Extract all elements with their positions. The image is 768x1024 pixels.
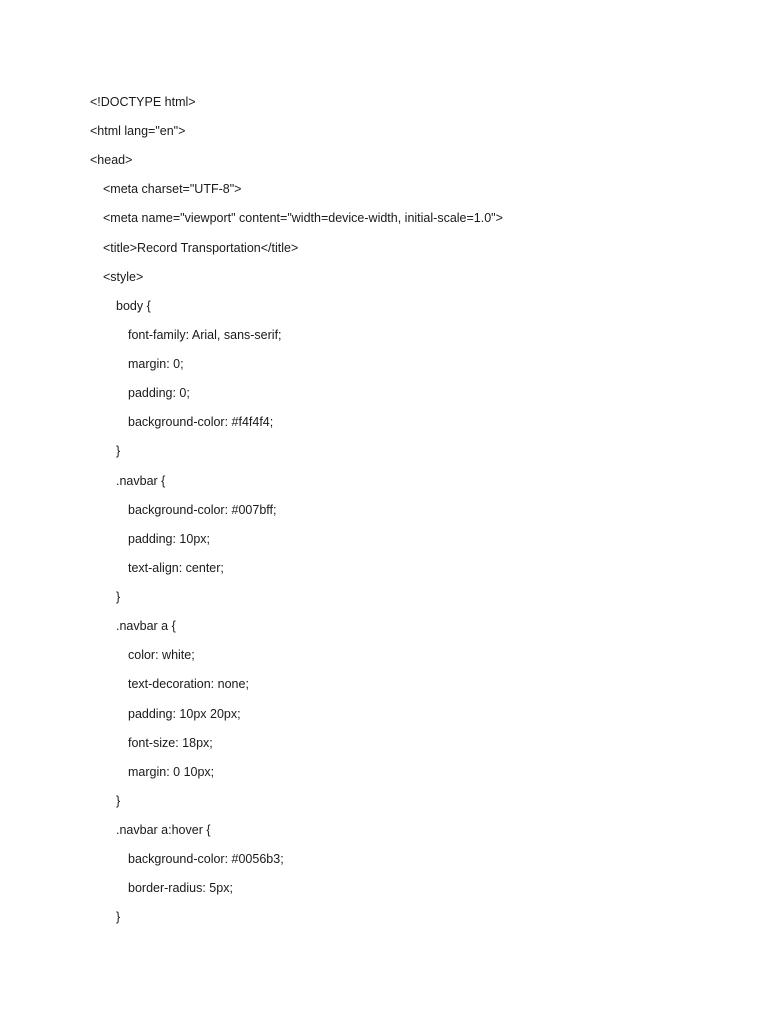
code-line-17: text-align: center; xyxy=(128,561,224,575)
code-line-19: .navbar a { xyxy=(116,619,176,633)
code-line-1: <!DOCTYPE html> xyxy=(90,95,196,109)
code-line-16: padding: 10px; xyxy=(128,532,211,546)
code-line-13: } xyxy=(116,444,121,458)
code-line-20: color: white; xyxy=(128,648,195,662)
code-line-12: background-color: #f4f4f4; xyxy=(128,415,274,429)
code-line-9: font-family: Arial, sans-serif; xyxy=(128,328,282,342)
code-line-21: text-decoration: none; xyxy=(128,677,249,691)
code-line-2: <html lang="en"> xyxy=(90,124,186,138)
code-line-6: <title>Record Transportation</title> xyxy=(103,241,299,255)
code-line-15: background-color: #007bff; xyxy=(128,503,277,517)
code-line-24: margin: 0 10px; xyxy=(128,765,215,779)
code-line-4: <meta charset="UTF-8"> xyxy=(103,182,242,196)
code-line-18: } xyxy=(116,590,121,604)
code-line-27: background-color: #0056b3; xyxy=(128,852,284,866)
code-line-7: <style> xyxy=(103,270,144,284)
code-line-8: body { xyxy=(116,299,151,313)
code-line-26: .navbar a:hover { xyxy=(116,823,211,837)
code-line-29: } xyxy=(116,910,121,924)
code-line-10: margin: 0; xyxy=(128,357,184,371)
code-line-3: <head> xyxy=(90,153,133,167)
code-line-11: padding: 0; xyxy=(128,386,190,400)
code-line-28: border-radius: 5px; xyxy=(128,881,233,895)
code-line-14: .navbar { xyxy=(116,474,166,488)
code-line-23: font-size: 18px; xyxy=(128,736,213,750)
code-line-22: padding: 10px 20px; xyxy=(128,707,241,721)
code-line-25: } xyxy=(116,794,121,808)
code-line-5: <meta name="viewport" content="width=device-width, initial-scale=1.0"> xyxy=(103,211,503,225)
